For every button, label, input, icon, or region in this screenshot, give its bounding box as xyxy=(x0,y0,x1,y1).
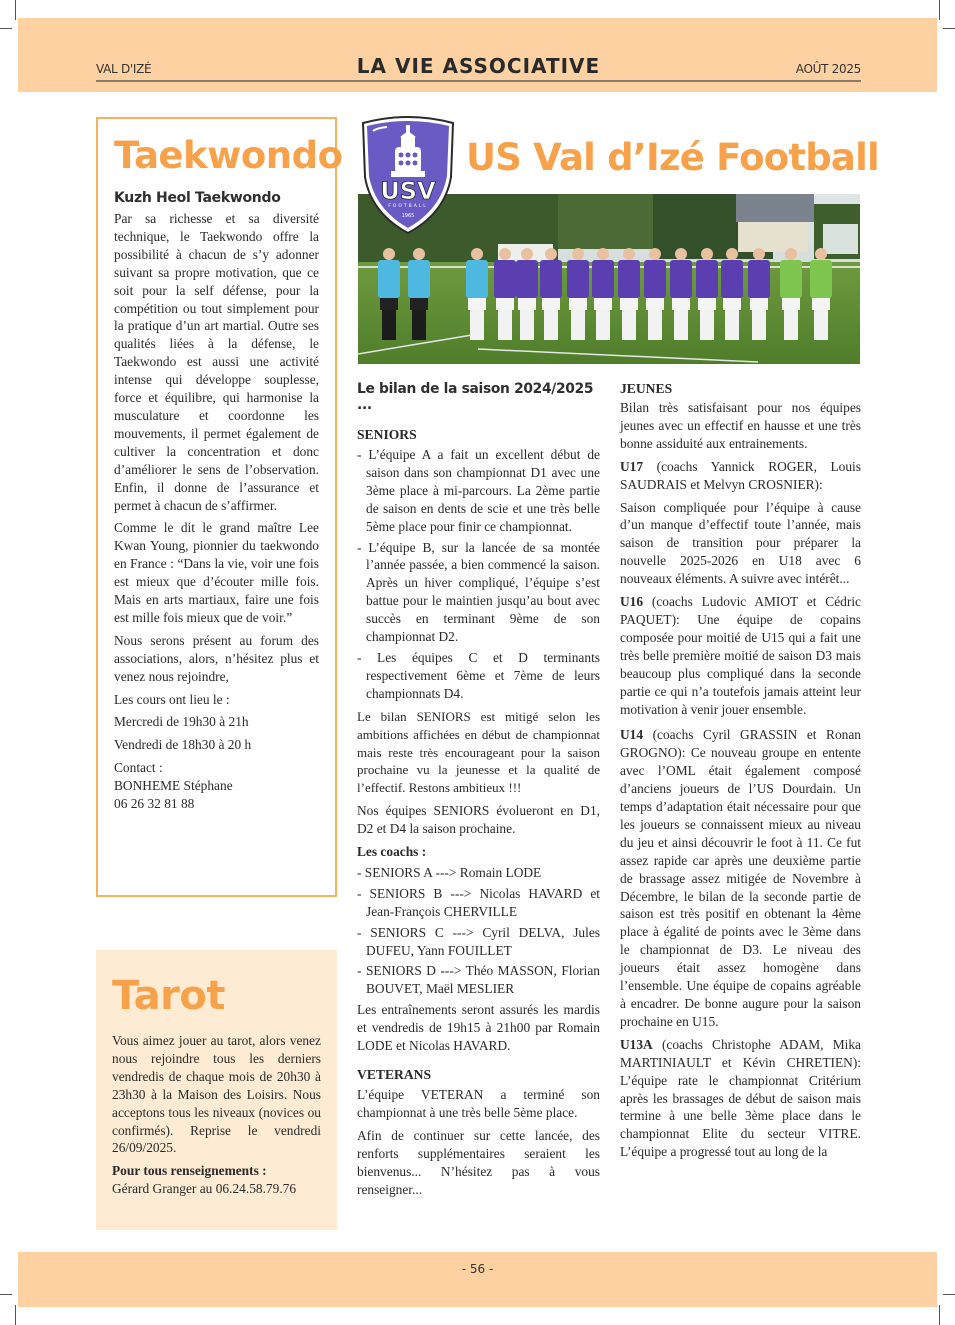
tarot-article xyxy=(96,950,337,1230)
team-name: U16 xyxy=(620,594,644,610)
team-u17 xyxy=(620,458,861,494)
header-town: VAL D'IZÉ xyxy=(96,62,152,76)
taekwondo-paragraph: Comme le dit le grand maître Lee Kwan Young, pionnier du taekwondo en France : “Dans la vie, voir une fois est mieux que d’écouter mille fois. Mais en arts martiaux, faire une fois est mille fois mieux que de voir.” xyxy=(114,520,319,625)
crop-mark xyxy=(939,1305,940,1325)
football-column-left xyxy=(357,381,600,1203)
taekwondo-article xyxy=(96,117,343,897)
logo-sub: FOOTBALL xyxy=(388,204,428,209)
tarot-info-label: Pour tous renseignements : xyxy=(112,1163,267,1179)
crop-mark xyxy=(0,1294,12,1295)
contact-name: BONHEME Stéphane xyxy=(114,778,233,794)
team-text: (coachs Cyril GRASSIN et Ronan GROGNO): Ce nouveau groupe en entente avec l’OML était également composé d’anciens joueurs de l’US Dourdain. Un temps d’adaptation était nécessaire pour que les joueurs se connaissent mieux au niveau du jeu et ainsi découvrir le foot à 11. Ce fut assez rapide car après une deuxième partie de brassage assez mitigée de Novembre à Décembre, le bilan de la seconde partie de saison est très positif en obtenant la 4ème place à égalité de points avec le 3ème dans le championnat de D3. Le niveau des joueurs était assez homogène dans l’ensemble. Une équipe de copains agréable à encadrer. De bonne augure pour la saison prochaine en U15. xyxy=(620,727,861,1029)
taekwondo-paragraph: Par sa richesse et sa diversité technique, le Taekwondo offre la possibilité à chacun de s’y adonner suivant sa propre motivation, que ce soit pour la self défense, pour la compétition ou tout simplement pour la pratique d’un art martial. Outre ses qualités liées à la défense, le Taekwondo est aussi une activité intense qui développe souplesse, force et équilibre, qui harmonise la musculature et coordonne les mouvements, il permet également de cultiver la concentration et donc d’améliorer le sens de l’observation. Enfin, il donne de l’assurance et permet à chacun de s’affirmer. xyxy=(114,211,319,513)
team-u17-detail: Saison compliquée pour l’équipe à cause d’un manque d’effectif toute l’année, mais saison de transition pour préparer la nouvelle 2025-2026 en U18 avec 6 nouveaux éléments. A suivre avec intérêt... xyxy=(620,499,861,587)
logo-year: 1965 xyxy=(401,213,415,219)
page-number: - 56 - xyxy=(461,1262,494,1276)
seniors-summary: Le bilan SENIORS est mitigé selon les ambitions affichées en début de championnat mais reste très encourageant pour la saison prochaine vu la jeunesse et la qualité de l’effectif. Restons ambitieux !!! xyxy=(357,708,600,796)
contact-phone: 06 26 32 81 88 xyxy=(114,796,195,812)
coachs-label: Les coachs : xyxy=(357,844,427,860)
coach-item: - SENIORS D ---> Théo MASSON, Florian BOUVET, Maël MESLIER xyxy=(357,963,600,997)
schedule-item: Mercredi de 19h30 à 21h xyxy=(114,714,249,730)
coach-item: - SENIORS B ---> Nicolas HAVARD et Jean-François CHERVILLE xyxy=(357,885,600,919)
team-text: (coachs Christophe ADAM, Mika MARTINIAULT et Kévin CHRETIEN): L’équipe rate le championnat Critérium après les brassages de début de saison mais termine à une belle 3ème place dans le championnat Elite du secteur VITRE. L’équipe a progressé tout au long de la xyxy=(620,1036,861,1160)
crop-mark xyxy=(943,1294,955,1295)
coach-item: - SENIORS C ---> Cyril DELVA, Jules DUFEU, Yann FOUILLET xyxy=(357,924,600,958)
tarot-text: Vous aimez jouer au tarot, alors venez nous rejoindre tous les derniers vendredis de chaque mois de 20h30 à 23h30 à la Maison des Loisirs. Nous acceptons tous les niveaux (novices ou confirmés). Reprise le vendredi 26/09/2025. xyxy=(112,1033,321,1156)
team-u13a xyxy=(620,1036,861,1161)
team-coachs: (coachs Yannick ROGER, Louis SAUDRAIS et Melvyn CROSNIER): xyxy=(620,458,861,492)
team-text: (coachs Ludovic AMIOT et Cédric PAQUET): Une équipe de copains composée pour moitié de U15 qui a fait une très belle première moitié de saison D3 mais beaucoup plus compliqué dans la seconde partie ce qui n’a toutefois jamais atteint leur motivation à venir jouer ensemble. xyxy=(620,594,861,717)
team-name: U17 xyxy=(620,458,644,474)
crop-mark xyxy=(939,0,940,20)
veterans-text: L’équipe VETERAN a terminé son championnat à une très belle 5ème place. xyxy=(357,1087,600,1120)
jeunes-heading: JEUNES xyxy=(620,381,673,396)
football-column-right xyxy=(620,381,861,1166)
header-date: AOÛT 2025 xyxy=(795,62,861,76)
team-name: U14 xyxy=(620,727,644,743)
crop-mark xyxy=(0,28,12,29)
team-u16 xyxy=(620,593,861,718)
taekwondo-paragraph: Nous serons présent au forum des associations, alors, n’hésitez plus et venez nous rejoindre, xyxy=(114,632,319,684)
taekwondo-subtitle: Kuzh Heol Taekwondo xyxy=(114,190,281,206)
schedule-item: Vendredi de 18h30 à 20 h xyxy=(114,737,252,753)
usv-football-logo xyxy=(357,113,459,235)
coach-item: - SENIORS A ---> Romain LODE xyxy=(357,864,542,880)
crop-mark xyxy=(15,1305,16,1325)
footer-band xyxy=(18,1252,937,1307)
crop-mark xyxy=(943,28,955,29)
training-info: Les entraînements seront assurés les mardis et vendredis de 19h15 à 21h00 par Romain LODE et Nicolas HAVARD. xyxy=(357,1002,600,1054)
page-header xyxy=(96,54,861,82)
logo-text: USV xyxy=(380,177,436,205)
tarot-info-contact: Gérard Granger au 06.24.58.79.76 xyxy=(112,1181,297,1197)
taekwondo-title: Taekwondo xyxy=(114,134,343,177)
schedule-intro: Les cours ont lieu le : xyxy=(114,691,230,707)
seniors-item: - Les équipes C et D terminants respectivement 6ème et 7ème de leurs championnats D4. xyxy=(357,649,600,701)
seniors-item: - L’équipe B, sur la lancée de sa montée l’année passée, a bien commencé la saison. Après un hiver compliqué, l’équipe s’est battue pour le maintien jusqu’au bout avec succès en terminant 9ème de son championnat D2. xyxy=(357,539,600,645)
seniors-item: - L’équipe A a fait un excellent début de saison dans son championnat D1 avec une 3ème place à mi-parcours. La 2ème partie de saison en dents de scie et une très belle 5ème place pour finir ce championnat. xyxy=(357,447,600,534)
team-u14 xyxy=(620,726,861,1030)
season-lead: Le bilan de la saison 2024/2025 ... xyxy=(357,381,594,413)
team-name: U13A xyxy=(620,1036,653,1052)
contact-label: Contact : xyxy=(114,760,163,776)
club-crest-icon xyxy=(357,113,459,235)
seniors-heading: SENIORS xyxy=(357,427,417,442)
crop-mark xyxy=(15,0,16,20)
tarot-title: Tarot xyxy=(112,973,225,1019)
veterans-heading: VETERANS xyxy=(357,1067,432,1082)
seniors-next-season: Nos équipes SENIORS évolueront en D1, D2 et D4 la saison prochaine. xyxy=(357,803,600,837)
header-title: LA VIE ASSOCIATIVE xyxy=(356,54,601,78)
veterans-text: Afin de continuer sur cette lancée, des renforts supplémentaires seraient les bienvenus... N’hésitez pas à vous renseigner... xyxy=(357,1127,600,1197)
jeunes-intro: Bilan très satisfaisant pour nos équipes jeunes avec un effectif en hausse et une très bonne assiduité aux entrainements. xyxy=(620,400,861,451)
football-title: US Val d’Izé Football xyxy=(466,136,879,179)
